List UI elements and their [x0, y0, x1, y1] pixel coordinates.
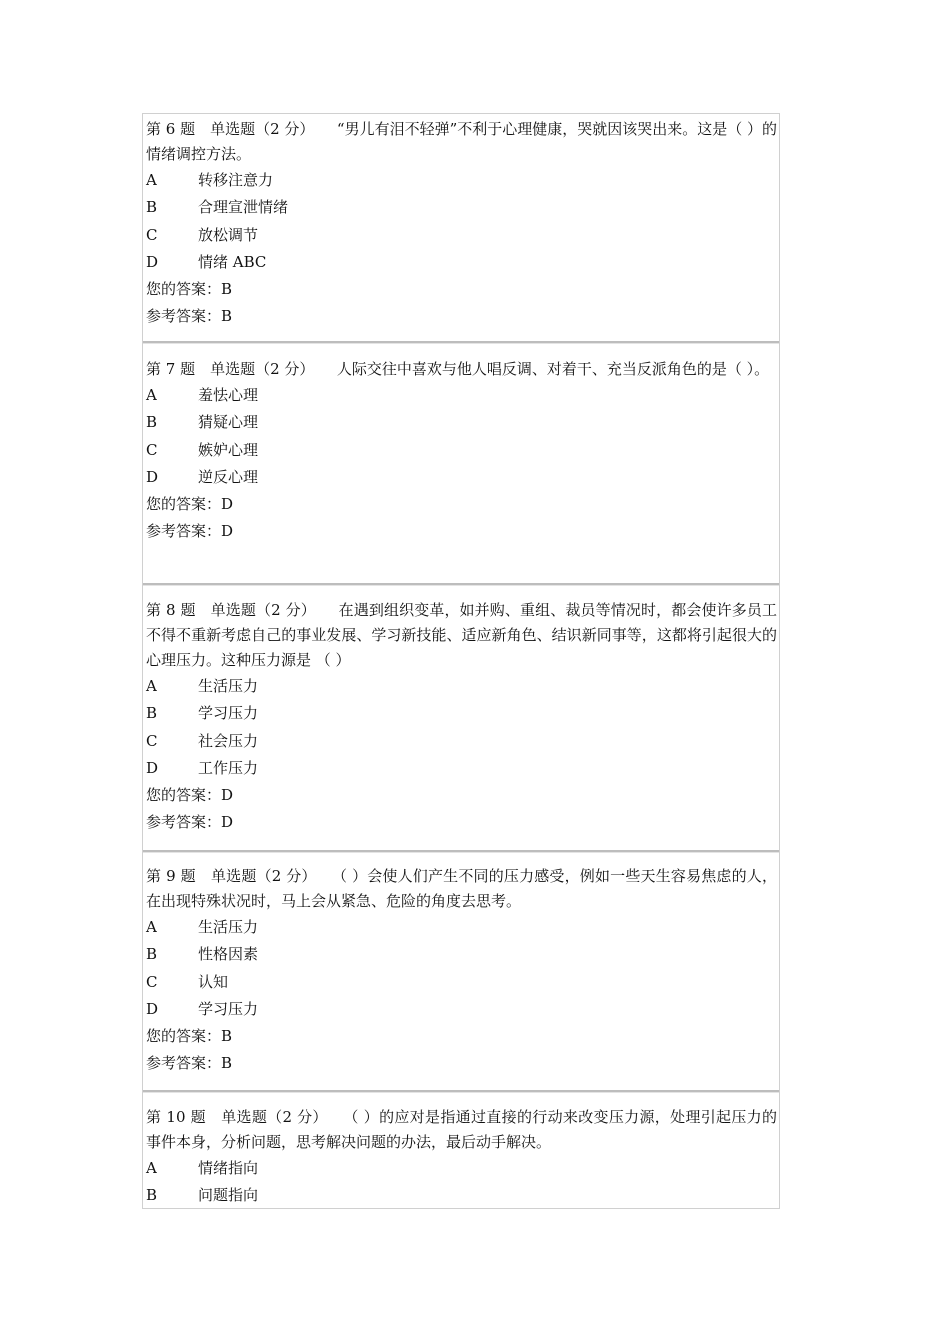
option-letter: B	[146, 1186, 158, 1205]
option-letter: C	[146, 440, 158, 459]
option-a	[146, 1155, 779, 1182]
option-text: 学习压力	[198, 999, 259, 1018]
question-stem	[146, 598, 779, 673]
your-answer-label: 您的答案：	[146, 786, 222, 805]
option-letter: C	[146, 972, 158, 991]
option-letter: C	[146, 731, 158, 750]
reference-answer	[146, 303, 779, 330]
option-text: 情绪指向	[198, 1159, 259, 1177]
your-answer-label: 您的答案：	[146, 280, 222, 299]
reference-answer-value: D	[221, 813, 234, 832]
option-d	[146, 755, 779, 782]
option-c	[146, 728, 779, 755]
option-letter: D	[146, 758, 159, 777]
option-text: 生活压力	[198, 918, 259, 936]
option-text: 嫉妒心理	[198, 440, 259, 459]
option-text: 合理宣泄情绪	[198, 198, 289, 217]
option-letter: B	[146, 945, 158, 964]
reference-answer-label: 参考答案：	[146, 813, 222, 832]
your-answer-label: 您的答案：	[146, 495, 222, 514]
option-letter: D	[146, 467, 159, 486]
question-10	[143, 1105, 779, 1210]
question-divider	[143, 583, 779, 586]
your-answer-value: B	[221, 1027, 233, 1046]
option-letter: D	[146, 999, 159, 1018]
option-text: 工作压力	[198, 758, 259, 777]
option-d	[146, 249, 779, 276]
option-letter: A	[146, 677, 157, 695]
option-text: 性格因素	[198, 945, 259, 964]
question-header: 第 8 题 单选题（2 分）	[146, 601, 339, 619]
question-text: 在遇到组织变革，如并购、重组、裁员等情况时，都会使许多员工不得不重新考虑自己的事业发展、学习新技能、适应新角色、结识新同事等，这都将引起很大的心理压力。这种压力源是 （ ）	[146, 601, 777, 669]
option-c	[146, 969, 779, 996]
option-text: 生活压力	[198, 677, 259, 695]
option-d	[146, 464, 779, 491]
option-letter: C	[146, 225, 158, 244]
your-answer	[146, 782, 779, 809]
option-text: 放松调节	[198, 225, 259, 244]
question-header: 第 10 题 单选题（2 分）	[146, 1108, 351, 1126]
option-text: 羞怯心理	[198, 386, 259, 404]
option-letter: B	[146, 198, 158, 217]
option-text: 逆反心理	[198, 467, 259, 486]
question-sheet	[142, 113, 780, 1209]
reference-answer	[146, 809, 779, 836]
reference-answer-value: D	[221, 522, 234, 541]
question-header: 第 6 题 单选题（2 分）	[146, 120, 337, 138]
option-text: 学习压力	[198, 704, 259, 723]
question-6	[143, 117, 779, 331]
option-letter: A	[146, 918, 157, 936]
option-letter: B	[146, 413, 158, 432]
reference-answer-label: 参考答案：	[146, 522, 222, 541]
reference-answer-label: 参考答案：	[146, 307, 222, 326]
option-letter: A	[146, 1159, 157, 1177]
reference-answer	[146, 518, 779, 545]
reference-answer-value: B	[221, 307, 233, 326]
option-a	[146, 673, 779, 700]
question-header: 第 7 题 单选题（2 分）	[146, 360, 337, 378]
question-8	[143, 598, 779, 837]
your-answer-value: B	[221, 280, 233, 299]
option-text: 问题指向	[198, 1186, 259, 1205]
your-answer	[146, 276, 779, 303]
question-text: （ ）会使人们产生不同的压力感受，例如一些天生容易焦虑的人，在出现特殊状况时，马上会从紧急、危险的角度去思考。	[146, 867, 777, 910]
reference-answer	[146, 1050, 779, 1077]
option-b	[146, 1182, 779, 1209]
option-a	[146, 167, 779, 194]
question-stem	[146, 864, 779, 914]
option-letter: A	[146, 171, 157, 189]
option-letter: D	[146, 252, 159, 271]
option-a	[146, 914, 779, 941]
option-text: 转移注意力	[198, 171, 274, 189]
option-letter: B	[146, 704, 158, 723]
option-letter: A	[146, 386, 157, 404]
your-answer	[146, 491, 779, 518]
your-answer-value: D	[221, 786, 234, 805]
question-text: （ ）的应对是指通过直接的行动来改变压力源，处理引起压力的事件本身，分析问题，思考解决问题的办法，最后动手解决。	[146, 1108, 778, 1151]
option-b	[146, 194, 779, 221]
option-text: 猜疑心理	[198, 413, 259, 432]
option-text: 社会压力	[198, 731, 259, 750]
your-answer	[146, 1023, 779, 1050]
reference-answer-label: 参考答案：	[146, 1054, 222, 1073]
option-c	[146, 437, 779, 464]
question-7	[143, 357, 779, 546]
option-c	[146, 222, 779, 249]
option-a	[146, 382, 779, 409]
question-header: 第 9 题 单选题（2 分）	[146, 867, 340, 885]
your-answer-label: 您的答案：	[146, 1027, 222, 1046]
question-stem	[146, 357, 779, 382]
option-b	[146, 941, 779, 968]
your-answer-value: D	[221, 495, 234, 514]
question-divider	[143, 850, 779, 853]
question-divider	[143, 341, 779, 344]
question-stem	[146, 1105, 779, 1155]
question-text: 人际交往中喜欢与他人唱反调、对着干、充当反派角色的是（ ）。	[336, 360, 770, 378]
question-9	[143, 864, 779, 1078]
option-text: 情绪 ABC	[198, 252, 267, 271]
reference-answer-value: B	[221, 1054, 233, 1073]
question-divider	[143, 1090, 779, 1093]
question-text: “男儿有泪不轻弹”不利于心理健康，哭就因该哭出来。这是（ ）的情绪调控方法。	[146, 120, 778, 163]
question-stem	[146, 117, 779, 167]
option-b	[146, 409, 779, 436]
option-b	[146, 700, 779, 727]
option-text: 认知	[198, 972, 229, 991]
option-d	[146, 996, 779, 1023]
